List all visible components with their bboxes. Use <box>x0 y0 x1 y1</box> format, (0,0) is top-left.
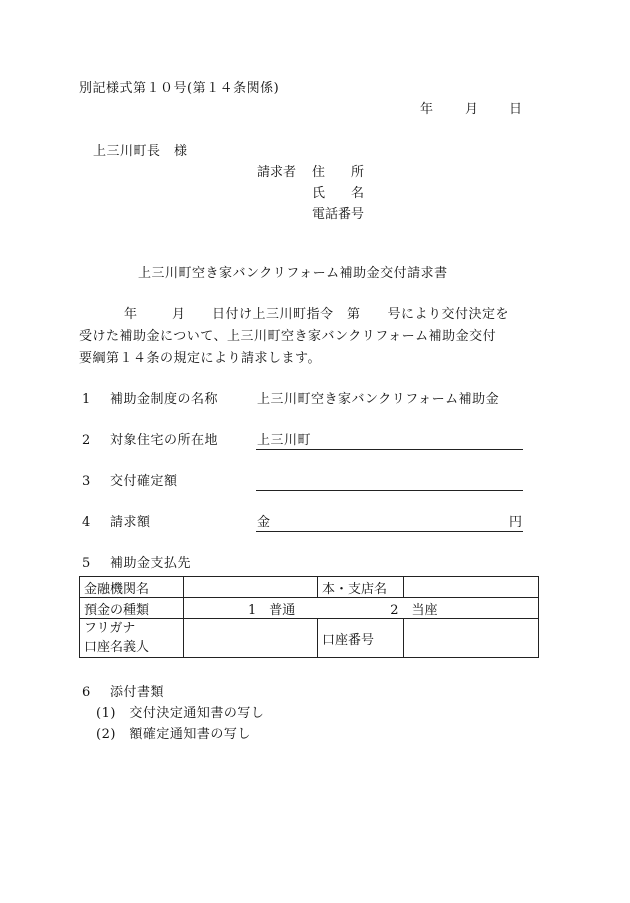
branch-label: 本・支店名 <box>318 577 404 598</box>
holder-label-cell <box>80 619 184 658</box>
account-type-label: 預金の種類 <box>80 598 184 619</box>
item4-underline <box>256 531 523 532</box>
name-label: 氏 名 <box>312 186 365 201</box>
item4-label: 請求額 <box>110 515 151 530</box>
item2-underline <box>256 449 523 450</box>
item4-number: 4 <box>82 515 91 530</box>
item2-label: 対象住宅の所在地 <box>110 433 219 448</box>
body-line3: 要綱第１４条の規定により請求します。 <box>79 351 321 366</box>
document-title: 上三川町空き家バンクリフォーム補助金交付請求書 <box>138 266 448 281</box>
attachment-item: (1) 交付決定通知書の写し <box>96 706 265 721</box>
body-line1: 日付け上三川町指令 第 号により交付決定を <box>212 307 510 322</box>
holder-label: 口座名義人 <box>84 640 150 655</box>
item5-label: 補助金支払先 <box>110 556 192 571</box>
account-number-label: 口座番号 <box>318 619 404 658</box>
table-row <box>80 619 539 658</box>
address-label: 住 所 <box>312 165 365 180</box>
attachment-item: (2) 額確定通知書の写し <box>96 727 251 742</box>
item4-suffix: 円 <box>509 515 523 530</box>
item3-number: 3 <box>82 474 91 489</box>
item3-label: 交付確定額 <box>110 474 178 489</box>
addressee: 上三川町長 様 <box>93 144 188 159</box>
account-type-options <box>184 598 539 619</box>
body-year: 年 <box>124 307 138 322</box>
item1-number: 1 <box>82 392 91 407</box>
date-day-label: 日 <box>509 102 523 117</box>
furigana-label: フリガナ <box>84 621 136 636</box>
body-month: 月 <box>172 307 186 322</box>
item1-value: 上三川町空き家バンクリフォーム補助金 <box>257 392 500 407</box>
payment-table <box>79 576 539 658</box>
item1-label: 補助金制度の名称 <box>110 392 219 407</box>
phone-label: 電話番号 <box>312 207 365 222</box>
branch-cell <box>404 577 539 598</box>
account-type-option-2: 2 当座 <box>390 602 438 618</box>
bank-name-cell <box>184 577 318 598</box>
holder-cell <box>184 619 318 658</box>
table-row <box>80 577 539 598</box>
date-month-label: 月 <box>465 102 479 117</box>
item6-number: 6 <box>82 685 91 700</box>
requester-label: 請求者 <box>257 165 297 180</box>
account-number-cell <box>404 619 539 658</box>
item3-underline <box>256 490 523 491</box>
table-row <box>80 598 539 619</box>
item5-number: 5 <box>82 556 91 571</box>
body-line2: 受けた補助金について、上三川町空き家バンクリフォーム補助金交付 <box>79 329 497 344</box>
item6-label: 添付書類 <box>110 685 165 700</box>
item2-value: 上三川町 <box>257 433 312 448</box>
item2-number: 2 <box>82 433 91 448</box>
form-number: 別記様式第１０号(第１４条関係) <box>79 81 280 96</box>
date-year-label: 年 <box>420 102 434 117</box>
account-type-option-1: 1 普通 <box>248 602 296 618</box>
item4-prefix: 金 <box>257 515 271 530</box>
bank-name-label: 金融機関名 <box>80 577 184 598</box>
